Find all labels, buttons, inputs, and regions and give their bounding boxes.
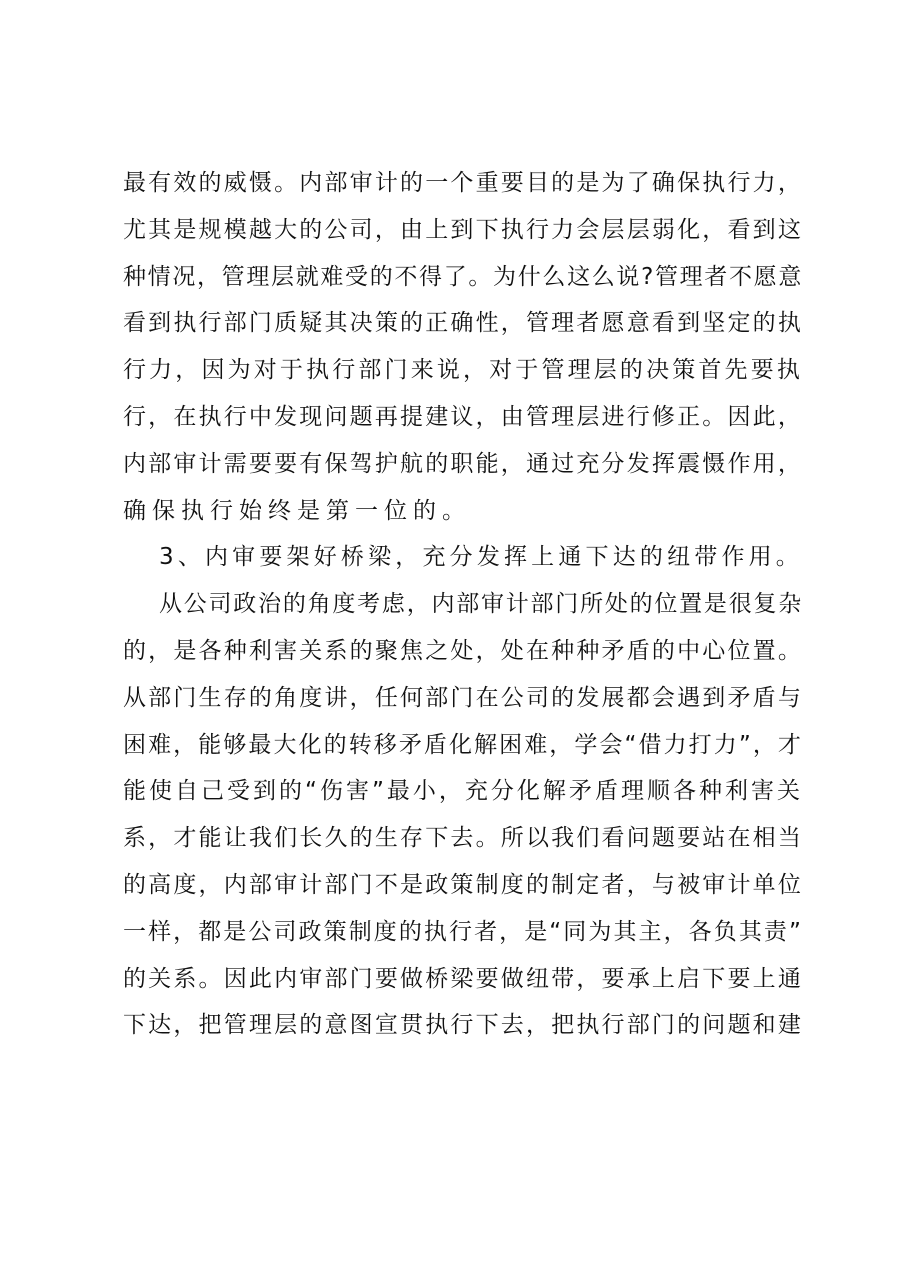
text-line: 能使自己受到的“伤害”最小，充分化解矛盾理顺各种利害关 — [123, 778, 803, 805]
text-line: 的，是各种利害关系的聚焦之处，处在种种矛盾的中心位置。 — [123, 637, 803, 664]
text-line: 一样，都是公司政策制度的执行者，是“同为其主，各负其责” — [123, 918, 803, 945]
text-line: 最有效的威慑。内部审计的一个重要目的是为了确保执行力， — [123, 170, 803, 196]
text-line: 的关系。因此内审部门要做桥梁要做纽带，要承上启下要上通 — [123, 965, 803, 992]
text-line: 确保执行始终是第一位的。 — [123, 497, 471, 524]
text-line: 困难，能够最大化的转移矛盾化解困难，学会“借力打力”，才 — [123, 731, 803, 758]
text-line: 尤其是规模越大的公司，由上到下执行力会层层弱化，看到这 — [123, 216, 803, 243]
text-line: 从部门生存的角度讲，任何部门在公司的发展都会遇到矛盾与 — [123, 684, 803, 711]
body-text — [123, 160, 803, 1049]
text-line: 的高度，内部审计部门不是政策制度的制定者，与被审计单位 — [123, 871, 803, 898]
paragraph-first-line: 从公司政治的角度考虑，内部审计部门所处的位置是很复杂 — [159, 591, 803, 618]
text-line: 下达，把管理层的意图宣贯执行下去，把执行部门的问题和建 — [123, 1012, 803, 1039]
text-line: 看到执行部门质疑其决策的正确性，管理者愿意看到坚定的执 — [123, 310, 803, 337]
text-line: 行力，因为对于执行部门来说，对于管理层的决策首先要执 — [123, 357, 803, 384]
text-line: 行，在执行中发现问题再提建议，由管理层进行修正。因此， — [123, 403, 803, 430]
text-line: 内部审计需要要有保驾护航的职能，通过充分发挥震慑作用， — [123, 450, 803, 477]
text-line: 种情况，管理层就难受的不得了。为什么这么说?管理者不愿意 — [123, 263, 803, 290]
text-line: 系，才能让我们长久的生存下去。所以我们看问题要站在相当 — [123, 825, 803, 852]
section-heading: 3、内审要架好桥梁，充分发挥上通下达的纽带作用。 — [159, 544, 803, 571]
